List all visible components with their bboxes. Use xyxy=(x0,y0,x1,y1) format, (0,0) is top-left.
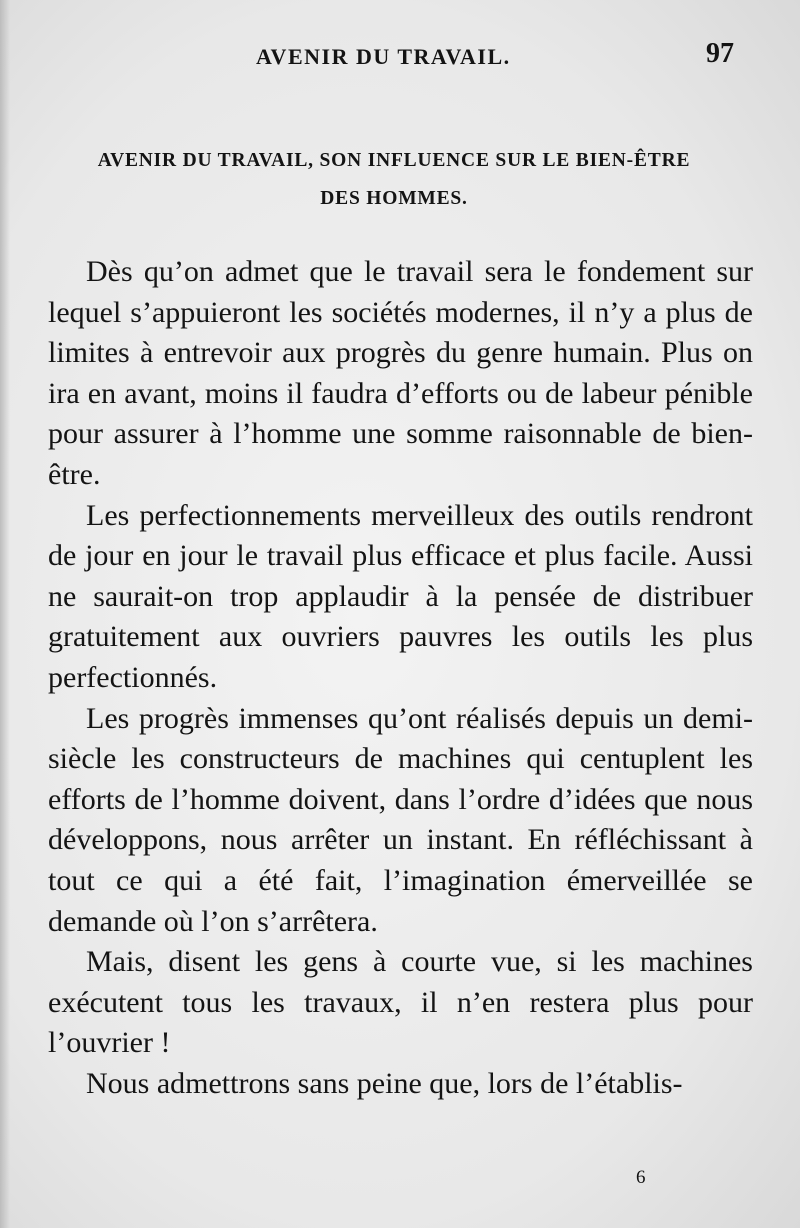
paragraph-4: Mais, disent les gens à courte vue, si les machines exécutent tous les travaux, il n’en restera plus pour l’ouvrier ! xyxy=(48,945,753,1060)
signature-mark: 6 xyxy=(636,1167,646,1188)
chapter-title-line-2: DES HOMMES. xyxy=(320,188,468,209)
page-number: 97 xyxy=(706,38,734,69)
running-head: AVENIR DU TRAVAIL. xyxy=(256,44,511,69)
chapter-title-line-1: AVENIR DU TRAVAIL, SON INFLUENCE SUR LE BIEN-ÊTRE xyxy=(97,150,691,171)
paragraph-2: Les perfectionnements merveilleux des outils rendront de jour en jour le travail plus efficace et plus facile. Aussi ne saurait-on trop applaudir à la pensée de distribuer gratuitement aux ouvriers pauvres les outils les plus perfectionnés. xyxy=(48,498,753,694)
chapter-title xyxy=(46,142,742,218)
paragraph-1: Dès qu’on admet que le travail sera le fondement sur lequel s’appuieront les sociétés modernes, il n’y a plus de limites à entrevoir aux progrès du genre humain. Plus on ira en avant, moins il faudra d’efforts ou de labeur pénible pour assurer à l’homme une somme raisonnable de bienêtre. xyxy=(48,255,753,491)
paragraph-3: Les progrès immenses qu’ont réalisés depuis un demi-siècle les constructeurs de machines qui centuplent les efforts de l’homme doivent, dans l’ordre d’idées que nous développons, nous arrêter un instant. En réfléchissant à tout ce qui a été fait, l’imagination émerveillée se demande où l’on s’arrêtera. xyxy=(48,701,753,938)
paragraph-5: Nous admettrons sans peine que, lors de l’établis- xyxy=(86,1066,683,1100)
body-text xyxy=(48,252,753,1104)
page-gutter-shadow xyxy=(0,0,10,1228)
